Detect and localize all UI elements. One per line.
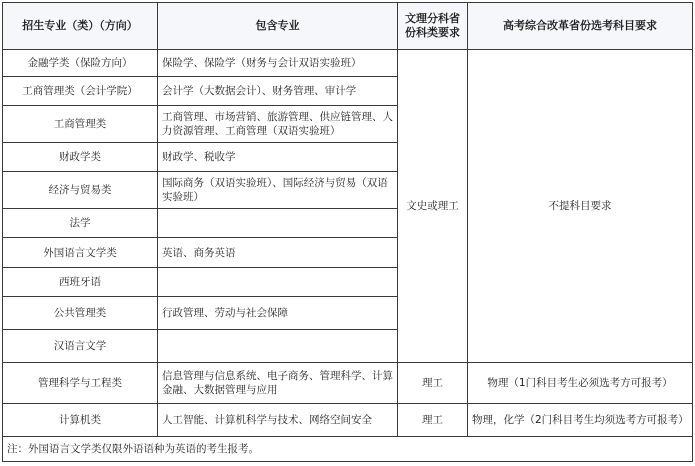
majors-cell: 英语、商务英语 (158, 238, 398, 267)
category-cell: 工商管理类（会计学院） (3, 77, 158, 106)
category-cell: 公共管理类 (3, 296, 158, 329)
note-row (3, 436, 693, 461)
category-cell: 管理科学与工程类 (3, 362, 158, 403)
category-cell: 外国语言文学类 (3, 238, 158, 267)
table-row (3, 362, 693, 403)
header-majors: 包含专业 (158, 3, 398, 50)
majors-cell: 财政学、税收学 (158, 143, 398, 172)
province-requirement-cell: 理工 (398, 403, 468, 436)
category-cell: 计算机类 (3, 403, 158, 436)
header-category: 招生专业（类）（方向） (3, 3, 158, 50)
category-cell: 法学 (3, 209, 158, 238)
category-cell: 财政学类 (3, 143, 158, 172)
majors-cell: 人工智能、计算机科学与技术、网络空间安全 (158, 403, 398, 436)
table-header-row (3, 3, 693, 50)
table-note: 注：外国语言文学类仅限外语语种为英语的考生报考。 (3, 436, 693, 461)
category-cell: 经济与贸易类 (3, 172, 158, 209)
majors-cell: 保险学、保险学（财务与会计双语实验班） (158, 50, 398, 77)
reform-requirement-cell: 物理（1门科目考生必须选考方可报考） (468, 362, 693, 403)
admission-table (2, 2, 693, 462)
header-province-requirement: 文理分科省份科类要求 (398, 3, 468, 50)
province-requirement-cell: 理工 (398, 362, 468, 403)
category-cell: 汉语言文学 (3, 329, 158, 362)
majors-cell: 行政管理、劳动与社会保障 (158, 296, 398, 329)
table-row (3, 403, 693, 436)
majors-cell (158, 209, 398, 238)
majors-cell: 工商管理、市场营销、旅游管理、供应链管理、人力资源管理、工商管理（双语实验班） (158, 106, 398, 143)
majors-cell (158, 267, 398, 296)
reform-requirement-cell: 物理，化学（2门科目考生均须选考方可报考） (468, 403, 693, 436)
table-row (3, 50, 693, 77)
majors-cell: 信息管理与信息系统、电子商务、管理科学、计算金融、大数据管理与应用 (158, 362, 398, 403)
merged-reform-requirement: 不提科目要求 (468, 50, 693, 363)
majors-cell (158, 329, 398, 362)
majors-cell: 会计学（大数据会计）、财务管理、审计学 (158, 77, 398, 106)
header-reform-requirement: 高考综合改革省份选考科目要求 (468, 3, 693, 50)
category-cell: 金融学类（保险方向） (3, 50, 158, 77)
majors-cell: 国际商务（双语实验班）、国际经济与贸易（双语实验班） (158, 172, 398, 209)
category-cell: 西班牙语 (3, 267, 158, 296)
merged-province-requirement: 文史或理工 (398, 50, 468, 363)
category-cell: 工商管理类 (3, 106, 158, 143)
